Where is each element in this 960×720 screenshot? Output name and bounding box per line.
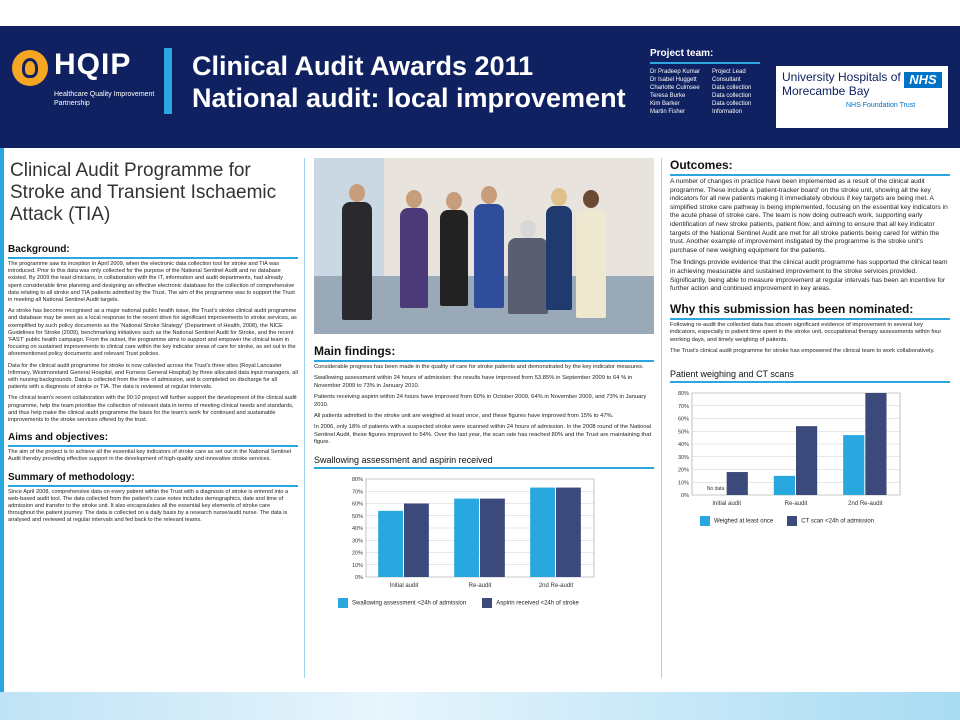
- team-member-name: Kim Barker: [650, 101, 680, 107]
- programme-title: Clinical Audit Programme for Stroke and Transient Ischaemic Attack (TIA): [10, 160, 277, 225]
- y-tick-label: 40%: [677, 442, 689, 449]
- y-tick-label: 50%: [351, 513, 363, 520]
- chart-weighing-title: Patient weighing and CT scans: [670, 369, 950, 383]
- y-tick-label: 10%: [677, 480, 689, 487]
- team-member-role: Information: [712, 109, 743, 115]
- legend-swatch: [787, 516, 797, 526]
- legend-swatch: [482, 598, 492, 608]
- bar: [530, 487, 555, 576]
- outcomes-paragraph: A number of changes in practice have been implemented as a result of the clinical audit programme. These include a 'patient-tracker board' on the stroke unit, showing all the key indicators for all new patients making it immediately obvious if key targets are being met. A simplified stroke care pathway is being implemented, focusing on the essential key indicators in the acute phase of stroke care. The team is now doing outreach work, supporting early identification of new stroke patients, patient flow, and aiming to ensure that all key indicator targets of the National Sentinel Audit are met for all stroke patients being cared for within the trust. Another example of improvement instigated by the programme is the stroke unit's purchase of new weighing equipment for the patients.: [670, 178, 948, 254]
- findings-paragraph: All patients admitted to the stroke unit are weighed at least once, and these figures have improved from 15% to 47%.: [314, 413, 614, 420]
- bar: [843, 435, 864, 495]
- middle-column: [314, 150, 654, 608]
- legend-item: [338, 598, 466, 608]
- y-tick-label: 80%: [677, 391, 689, 398]
- x-tick-label: Re-audit: [468, 582, 492, 589]
- y-tick-label: 50%: [677, 429, 689, 436]
- project-team: [650, 48, 760, 116]
- poster-title-line2: National audit: local improvement: [192, 83, 626, 113]
- y-tick-label: 10%: [351, 562, 363, 569]
- findings-paragraph: In 2006, only 18% of patients with a suspected stroke were scanned within 24 hours of admission. In the 2008 round of the National Sentinel Audit, these figures improved to 54%. Over the last year, the scan rate has reached 80% and the Trust are maintaining that figure.: [314, 424, 652, 446]
- y-tick-label: 60%: [351, 501, 363, 508]
- bar: [727, 472, 748, 495]
- findings-heading: Main findings:: [314, 344, 654, 362]
- chart-swallowing-title: Swallowing assessment and aspirin received: [314, 455, 654, 469]
- team-member: [650, 68, 760, 76]
- photo-person-head: [551, 188, 567, 206]
- x-tick-label: Initial audit: [712, 501, 742, 508]
- chart-swallowing-legend: [338, 598, 654, 608]
- column-divider: [661, 158, 662, 678]
- bar: [865, 393, 886, 495]
- y-tick-label: 0%: [355, 574, 363, 581]
- methodology-paragraph: Since April 2008, comprehensive data on every patient within the Trust with a diagnosis of stroke is entered into a web-based audit tool. The data collected from the patient's case notes includes demographics, date and time of admission and transfer to the stroke unit. It also encapsulates all the essential key elements of stroke care throughout the patient journey. The data is collected on a daily basis by a research nurse/audit nurse. The data is analysed and reviewed at regular intervals and fed back to the relevant teams.: [8, 488, 289, 524]
- chart-weighing-svg: [670, 387, 910, 511]
- background-paragraph: Data for the clinical audit programme for stroke is now collected across the Trust's three sites (Royal Lancaster Infirmary, Westmoreland General Hospital, and Furness General Hospital) by three allocated data input managers, all with nursing backgrounds. Data is collected from the time of admission, and is completed on discharge for all patients with a diagnosis of stroke or TIA. The data is reviewed at regular intervals.: [8, 362, 298, 391]
- x-tick-label: 2nd Re-audit: [848, 501, 883, 508]
- team-member-role: Consultant: [712, 77, 741, 83]
- x-tick-label: Re-audit: [784, 501, 808, 508]
- y-tick-label: 20%: [351, 550, 363, 557]
- y-tick-label: 30%: [351, 537, 363, 544]
- left-accent-edge: [0, 148, 4, 692]
- photo-person: [440, 210, 468, 306]
- x-tick-label: Initial audit: [389, 582, 419, 589]
- project-team-title: Project team:: [650, 48, 760, 64]
- nomination-paragraph: Following re-audit the collected data has shown significant evidence of improvement in several key indicators, especially in patient time spent in the stroke unit, occupational therapy assessments within four working days, and timely weighing of patients.: [670, 321, 942, 343]
- photo-person-head: [520, 220, 536, 238]
- footer-wave: [0, 692, 960, 720]
- chart-swallowing-svg: [314, 473, 614, 593]
- trust-subtitle: NHS Foundation Trust: [846, 102, 916, 109]
- aims-paragraph: The aim of the project is to achieve all the essential key indicators of stroke care as set out in the National Sentinel Audit thereby providing effective support in the development of high-quality and innovative stroke services.: [8, 449, 291, 463]
- team-member: [650, 84, 760, 92]
- chart-weighing-legend: [700, 516, 950, 526]
- nhs-logo: NHS: [904, 72, 942, 88]
- bar: [774, 476, 795, 495]
- chart-swallowing: [314, 473, 654, 608]
- photo-person-head: [406, 190, 422, 208]
- y-tick-label: 70%: [351, 488, 363, 495]
- no-data-label: No data: [706, 486, 725, 493]
- photo-person-head: [583, 190, 599, 208]
- team-photo: [314, 158, 654, 334]
- photo-person-head: [481, 186, 497, 204]
- title-accent-bar: [164, 48, 172, 114]
- poster-title: [192, 50, 642, 114]
- legend-item: [482, 598, 579, 608]
- poster-header: [0, 26, 960, 148]
- legend-label: CT scan <24h of admission: [801, 518, 875, 525]
- findings-paragraph: Patients receiving aspirin within 24 hours have improved from 60% in October 2009, 64% in November 2009, and 73% in January 2010.: [314, 394, 647, 408]
- legend-item: [787, 516, 874, 526]
- findings-paragraph: Swallowing assessment within 24 hours of admission: the results have improved from 53.85% in September 2009 to 64 % in November 2009 to 73% in January 2010.: [314, 375, 633, 389]
- bar: [796, 426, 817, 495]
- legend-label: Weighed at least once: [714, 518, 774, 525]
- nomination-heading: Why this submission has been nominated:: [670, 302, 950, 320]
- team-member: [650, 76, 760, 84]
- nomination-paragraph: The Trust's clinical audit programme for stroke has empowered the clinical team to work collaboratively.: [670, 347, 935, 354]
- bar: [404, 503, 429, 577]
- background-heading: Background:: [8, 244, 298, 259]
- team-member-name: Teresa Burke: [650, 93, 686, 99]
- trust-name: University Hospitals of Morecambe Bay: [782, 70, 901, 98]
- hqip-logo: [12, 48, 162, 128]
- bar: [454, 498, 479, 576]
- hqip-emblem-icon: [12, 50, 48, 86]
- photo-person-head: [349, 184, 365, 202]
- team-member-name: Dr Isabel Huggett: [650, 77, 697, 83]
- photo-person: [400, 208, 428, 308]
- top-strip: [0, 0, 960, 26]
- background-paragraph: The programme saw its inception in April 2009, when the electronic data collection tool for stroke and TIA was introduced. Prior to this data was only collected for the purpose of the National Sentinel Audit and no database existed. By 2009 the lead clinicians, in collaboration with the IT, information and audit departments, had already spent considerable time planning and designing an effective electronic database for the collection of comprehensive data relating to all stroke and TIA patients admitted by the Trust. The aim of the programme was to support the Trust in meeting all National Sentinel Audit targets.: [8, 261, 295, 304]
- legend-swatch: [338, 598, 348, 608]
- bar: [556, 487, 581, 576]
- team-member-role: Data collection: [712, 85, 752, 91]
- outcomes-heading: Outcomes:: [670, 158, 950, 176]
- photo-person: [546, 206, 572, 310]
- bar: [480, 498, 505, 576]
- aims-heading: Aims and objectives:: [8, 432, 298, 447]
- right-column: [670, 150, 950, 526]
- legend-label: Aspirin received <24h of stroke: [496, 600, 579, 607]
- y-tick-label: 60%: [677, 416, 689, 423]
- team-member: [650, 108, 760, 116]
- team-member-role: Project Lead: [712, 69, 746, 75]
- photo-person-head: [446, 192, 462, 210]
- hqip-wordmark: HQIP: [54, 48, 132, 81]
- left-column: [8, 150, 298, 529]
- chart-weighing: [670, 387, 950, 526]
- y-tick-label: 0%: [681, 493, 689, 500]
- photo-person: [474, 204, 504, 308]
- photo-person: [576, 210, 606, 318]
- poster-title-line1: Clinical Audit Awards 2011: [192, 51, 534, 81]
- methodology-heading: Summary of methodology:: [8, 472, 298, 487]
- background-paragraph: As stroke has become recognised as a major national public health issue, the Trust's stroke clinical audit programme and database may be seen as a local response to the recent drive for significant improvements to stroke services, as exemplified by such policy documents as the 'National Stroke Strategy' (Department of Health, 2008), the NICE Guidelines for Stroke (2009), benchmarking initiatives such as the National Sentinel Audit for Stroke, and the recent 'FAST' public health campaign. From the outset, the programme aims to support and empower the clinical team in focusing on sustained improvements to clinical care within the key indicator areas of care for stroke, as set out in the aforementioned policy documents and relevant Trust policies.: [8, 308, 297, 358]
- y-tick-label: 30%: [677, 455, 689, 462]
- background-paragraph: The clinical team's recent collaboration with the 90:10 project will further support the development of the clinical audit programme, help the team prioritise the collection of relevant data in terms of meeting clinical needs and standards, and thus help make the clinical audit programme the basis for the team's work for continued and sustainable improvements to the stroke services offered by the trust.: [8, 395, 297, 424]
- photo-person-wheelchair: [508, 238, 548, 314]
- outcomes-paragraph: The findings provide evidence that the clinical audit programme has supported the clinical team in achieving measurable and sustained improvement to the stroke services provided. Significantly, being able to measure improvement at regular intervals has been an incentive for further action and continued improvement in key areas.: [670, 259, 948, 293]
- team-member-name: Martin Fisher: [650, 109, 686, 115]
- column-divider: [304, 158, 305, 678]
- team-member: [650, 92, 760, 100]
- bar: [378, 511, 403, 577]
- hqip-tagline: Healthcare Quality Improvement Partnership: [54, 91, 155, 107]
- team-member: [650, 100, 760, 108]
- y-tick-label: 80%: [351, 476, 363, 483]
- team-member-role: Data collection: [712, 101, 752, 107]
- y-tick-label: 20%: [677, 467, 689, 474]
- trust-logo: [776, 66, 948, 128]
- y-tick-label: 40%: [351, 525, 363, 532]
- team-member-name: Dr Pradeep Kumar: [650, 69, 701, 75]
- legend-item: [700, 516, 773, 526]
- team-member-role: Data collection: [712, 93, 752, 99]
- legend-swatch: [700, 516, 710, 526]
- x-tick-label: 2nd Re-audit: [538, 582, 574, 589]
- y-tick-label: 70%: [677, 404, 689, 411]
- legend-label: Swallowing assessment <24h of admission: [352, 600, 467, 607]
- findings-paragraph: Considerable progress has been made in the quality of care for stroke patients and demonstrated by the key indicator measures.: [314, 364, 644, 370]
- photo-person: [342, 202, 372, 320]
- team-member-name: Charlotte Culmsee: [650, 85, 700, 91]
